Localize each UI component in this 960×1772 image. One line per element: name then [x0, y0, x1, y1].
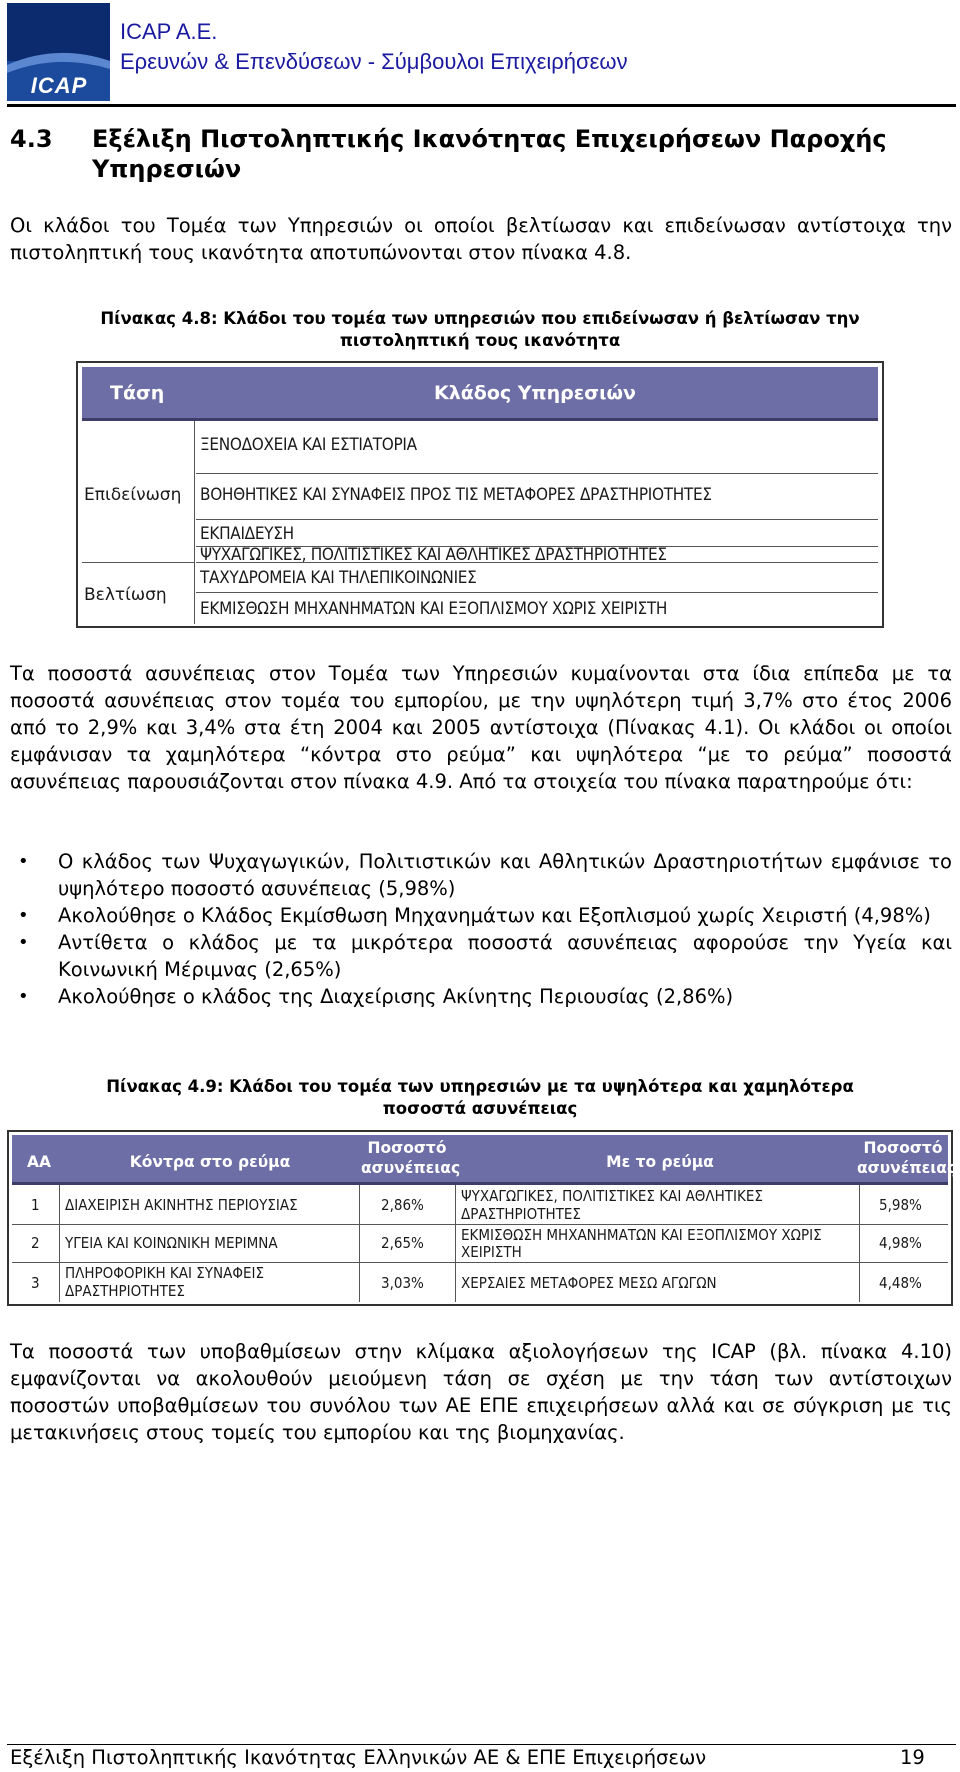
table48-header	[82, 367, 878, 421]
intro-paragraph: Οι κλάδοι του Τομέα των Υπηρεσιών οι οποίοι βελτίωσαν και επιδείνωσαν αντίστοιχα την πιστοληπτική τους ικανότητα αποτυπώνονται στον πίνακα 4.8.	[10, 214, 952, 264]
list-item: • Αντίθετα ο κλάδος με τα μικρότερα ποσοστά ασυνέπειας αφορούσε την Υγεία και Κοινωνική Μέριμνας (2,65%)	[10, 929, 952, 983]
rate-header-line2: ασυνέπειας	[857, 1159, 957, 1177]
table48-row: ΒΟΗΘΗΤΙΚΕΣ ΚΑΙ ΣΥΝΑΦΕΙΣ ΠΡΟΣ ΤΙΣ ΜΕΤΑΦΟΡΕΣ ΔΡΑΣΤΗΡΙΟΤΗΤΕΣ	[196, 474, 878, 520]
table48-caption-line1: Πίνακας 4.8: Κλάδοι του τομέα των υπηρεσιών που επιδείνωσαν ή βελτίωσαν την	[100, 309, 860, 328]
table48-header-trend: Τάση	[110, 382, 165, 404]
table49-against-rate: 2,86%	[381, 1196, 424, 1214]
table48-row: ΕΚΠΑΙΔΕΥΣΗ	[196, 520, 878, 547]
table48-row: ΕΚΜΙΣΘΩΣΗ ΜΗΧΑΝΗΜΑΤΩΝ ΚΑΙ ΕΞΟΠΛΙΣΜΟΥ ΧΩΡΙΣ ΧΕΙΡΙΣΤΗ	[200, 599, 668, 619]
table48-group-divider	[82, 562, 194, 563]
closing-paragraph: Τα ποσοστά των υποβαθμίσεων στην κλίμακα αξιολογήσεων της ICAP (βλ. πίνακα 4.10) εμφανίζονται να ακολουθούν μειούμενη τάση σε σχέση με την τάση των αντίστοιχων ποσοστών υποβαθμίσεων του συνόλου των ΑΕ ΕΠΕ επιχειρήσεων αλλά και σε σύγκριση με τις μετακινήσεις στους τομείς του εμπορίου και της βιομηχανίας.	[10, 1340, 952, 1444]
header-divider	[7, 104, 956, 107]
table-4-8	[76, 361, 884, 628]
page-number: 19	[900, 1746, 925, 1769]
table49-row-divider	[12, 1224, 948, 1225]
table49-against-line2: ΔΡΑΣΤΗΡΙΟΤΗΤΕΣ	[65, 1282, 185, 1300]
table49-with-line2: ΔΡΑΣΤΗΡΙΟΤΗΤΕΣ	[461, 1205, 581, 1223]
table49-with: ΨΥΧΑΓΩΓΙΚΕΣ, ΠΟΛΙΤΙΣΤΙΚΕΣ ΚΑΙ ΑΘΛΗΤΙΚΕΣ	[461, 1187, 763, 1205]
icap-logo	[7, 3, 110, 101]
table48-row: ΞΕΝΟΔΟΧΕΙΑ ΚΑΙ ΕΣΤΙΑΤΟΡΙΑ	[196, 421, 878, 474]
table49-with: ΧΕΡΣΑΙΕΣ ΜΕΤΑΦΟΡΕΣ ΜΕΣΩ ΑΓΩΓΩΝ	[461, 1274, 717, 1292]
table48-header-sector: Κλάδος Υπηρεσιών	[434, 382, 636, 404]
table49-divider	[859, 1185, 860, 1302]
logo-text: ICAP	[30, 73, 88, 98]
rate-header-line2: ασυνέπειας	[361, 1159, 461, 1177]
table49-row-divider	[12, 1262, 948, 1263]
table48-column-divider	[194, 421, 195, 624]
table49-against-rate: 2,65%	[381, 1234, 424, 1252]
list-item: • Ακολούθησε ο κλάδος της Διαχείρισης Ακίνητης Περιουσίας (2,86%)	[10, 983, 952, 1010]
list-item: • Ο κλάδος των Ψυχαγωγικών, Πολιτιστικών και Αθλητικών Δραστηριοτήτων εμφάνισε το υψηλότερο ποσοστό ασυνέπειας (5,98%)	[10, 848, 952, 902]
company-subtitle: Ερευνών & Επενδύσεων - Σύμβουλοι Επιχειρήσεων	[120, 49, 628, 74]
table49-aa: 3	[31, 1274, 40, 1292]
table49-against: ΔΙΑΧΕΙΡΙΣΗ ΑΚΙΝΗΤΗΣ ΠΕΡΙΟΥΣΙΑΣ	[65, 1196, 298, 1214]
section-title-line2: Υπηρεσιών	[92, 155, 242, 183]
list-item: • Ακολούθησε ο Κλάδος Εκμίσθωση Μηχανημάτων και Εξοπλισμού χωρίς Χειριστή (4,98%)	[10, 902, 952, 929]
table49-with-line2: ΧΕΙΡΙΣΤΗ	[461, 1243, 522, 1261]
footer-divider	[7, 1744, 956, 1745]
table49-against: ΥΓΕΙΑ ΚΑΙ ΚΟΙΝΩΝΙΚΗ ΜΕΡΙΜΝΑ	[65, 1234, 278, 1252]
table49-header-rate-with	[857, 1138, 957, 1178]
table49-aa: 2	[31, 1234, 40, 1252]
rate-header-line1: Ποσοστό	[863, 1139, 943, 1157]
table49-caption-line1: Πίνακας 4.9: Κλάδοι του τομέα των υπηρεσιών με τα υψηλότερα και χαμηλότερα	[106, 1077, 854, 1096]
table49-with-rate: 4,48%	[879, 1274, 922, 1292]
rate-header-line1: Ποσοστό	[367, 1139, 447, 1157]
findings-list	[10, 848, 952, 1010]
table49-divider	[359, 1185, 360, 1302]
table48-caption-line2: πιστοληπτική τους ικανότητα	[339, 331, 621, 350]
table48-row: ΨΥΧΑΓΩΓΙΚΕΣ, ΠΟΛΙΤΙΣΤΙΚΕΣ ΚΑΙ ΑΘΛΗΤΙΚΕΣ ΔΡΑΣΤΗΡΙΟΤΗΤΕΣ	[196, 547, 878, 563]
section-heading	[10, 124, 910, 184]
table49-header-with: Με το ρεύμα	[606, 1153, 714, 1171]
table49-against-rate: 3,03%	[381, 1274, 424, 1292]
table49-divider	[59, 1185, 60, 1302]
table49-against: ΠΛΗΡΟΦΟΡΙΚΗ ΚΑΙ ΣΥΝΑΦΕΙΣ	[65, 1264, 264, 1282]
table48-caption	[60, 308, 900, 352]
table49-divider	[455, 1185, 456, 1302]
table48-row: ΤΑΧΥΔΡΟΜΕΙΑ ΚΑΙ ΤΗΛΕΠΙΚΟΙΝΩΝΙΕΣ	[196, 563, 878, 593]
second-paragraph: Τα ποσοστά ασυνέπειας στον Τομέα των Υπηρεσιών κυμαίνονται στα ίδια επίπεδα με τα ποσοστά ασυνέπειας στον τομέα του εμπορίου, με την υψηλότερη τιμή 3,7% στο έτος 2006 από το 2,9% και 3,4% στα έτη 2004 και 2005 αντίστοιχα (Πίνακας 4.1). Οι κλάδοι οι οποίοι εμφάνισαν τα χαμηλότερα “κόντρα στο ρεύμα” και υψηλότερα “με το ρεύμα” ποσοστά ασυνέπειας παρουσιάζονται στον πίνακα 4.9. Από τα στοιχεία του πίνακα παρατηρούμε ότι:	[10, 662, 952, 793]
section-title-line1: Εξέλιξη Πιστοληπτικής Ικανότητας Επιχειρήσεων Παροχής	[92, 125, 887, 153]
table49-caption	[60, 1076, 900, 1120]
footer-text: Εξέλιξη Πιστοληπτικής Ικανότητας Ελληνικών ΑΕ & ΕΠΕ Επιχειρήσεων	[10, 1746, 707, 1769]
table49-aa: 1	[31, 1196, 40, 1214]
section-number: 4.3	[10, 125, 53, 153]
table49-header-against: Κόντρα στο ρεύμα	[129, 1153, 291, 1171]
table49-with: ΕΚΜΙΣΘΩΣΗ ΜΗΧΑΝΗΜΑΤΩΝ ΚΑΙ ΕΞΟΠΛΙΣΜΟΥ ΧΩΡΙΣ	[461, 1226, 822, 1244]
company-name: ICAP A.E.	[120, 19, 218, 44]
table-4-9	[7, 1130, 957, 1306]
table48-trend-better: Βελτίωση	[84, 585, 167, 605]
table49-header-rate-against	[361, 1138, 461, 1178]
table49-with-rate: 4,98%	[879, 1234, 922, 1252]
table49-with-rate: 5,98%	[879, 1196, 922, 1214]
table48-trend-worse: Επιδείνωση	[84, 485, 182, 505]
table49-header-aa: ΑΑ	[27, 1153, 51, 1171]
table49-caption-line2: ποσοστά ασυνέπειας	[382, 1099, 578, 1118]
